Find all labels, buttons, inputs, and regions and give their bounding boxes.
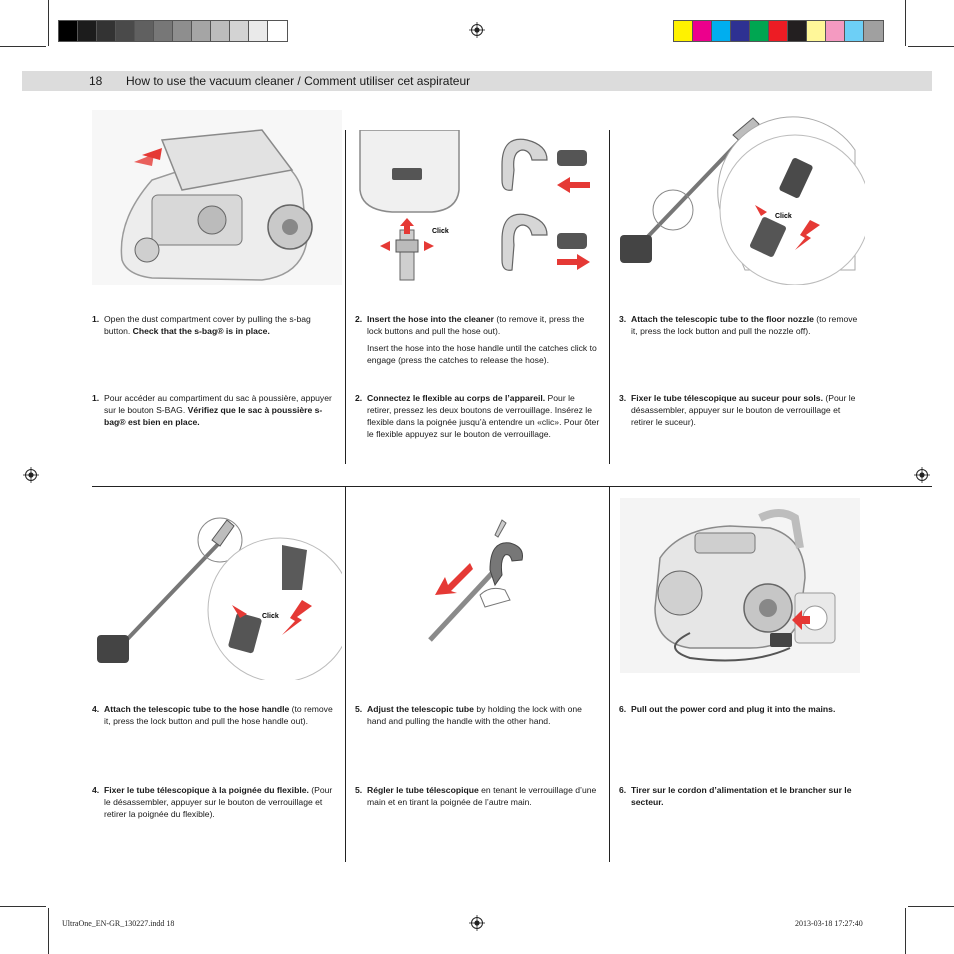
page-header xyxy=(22,71,932,91)
color-swatch xyxy=(769,21,788,41)
text-run: by holding the lock with one hand and pulling the handle with the other hand. xyxy=(367,704,582,726)
text-run: Pour le retirer, pressez les deux boutons de verrouillage. Insérez le flexible dans la poignée jusqu’à entendre un «clic». Pour ôter le flexible appuyez sur le bouton de verrouillage. xyxy=(367,393,600,439)
step-6-fr: 6. Tirer sur le cordon d’alimentation et le brancher sur le secteur. xyxy=(619,785,852,807)
page-number: 18 xyxy=(89,74,103,88)
text-run: (to remove it, press the lock buttons and pull the hose out). xyxy=(367,314,585,336)
step-1-fr: 1. Pour accéder au compartiment du sac à poussière, appuyer sur le bouton S-BAG. Vérifiez que le sac à poussière s-bag® est bien en place. xyxy=(92,393,332,427)
click-label: Click xyxy=(432,228,449,235)
grayscale-color-bar xyxy=(58,20,288,42)
color-swatch xyxy=(173,21,192,41)
illustration-adjust-telescopic-tube xyxy=(410,515,560,655)
bold-text-run: Tirer sur le cordon d’alimentation et le brancher sur le secteur. xyxy=(631,785,852,807)
crop-mark xyxy=(905,908,906,954)
registration-mark-icon xyxy=(23,467,39,483)
text-run: (to remove it, press the lock button and pull the hose handle out). xyxy=(104,704,333,726)
color-swatch xyxy=(192,21,211,41)
column-divider xyxy=(609,486,610,862)
column-divider xyxy=(609,130,610,464)
step-2-en: 2. Insert the hose into the cleaner (to remove it, press the lock buttons and pull the hose out). Insert the hose into the hose handle until the catches click to engage (press the catches to release the hose). xyxy=(355,314,597,365)
step-5-en: 5. Adjust the telescopic tube by holding the lock with one hand and pulling the handle with the other hand. xyxy=(355,704,582,726)
text-run: (Pour le désassembler, appuyer sur le bouton de verrouillage et retirer la poignée du flexible). xyxy=(104,785,333,819)
footer-file-info: UltraOne_EN-GR_130227.indd 18 xyxy=(62,919,175,928)
color-swatch xyxy=(78,21,97,41)
color-swatch xyxy=(750,21,769,41)
text-run: en tenant le verrouillage d’une main et en tirant la poignée de l’autre main. xyxy=(367,785,597,807)
color-swatch xyxy=(693,21,712,41)
color-swatch xyxy=(135,21,154,41)
crop-mark xyxy=(908,46,954,47)
step-1-en: 1. Open the dust compartment cover by pulling the s-bag button. Check that the s-bag® is in place. xyxy=(92,314,311,336)
illustration-insert-hose xyxy=(352,130,602,290)
color-swatch xyxy=(788,21,807,41)
process-color-bar xyxy=(673,20,884,42)
crop-mark xyxy=(0,46,46,47)
bold-text-run: Fixer le tube télescopique à la poignée du flexible. xyxy=(104,785,309,795)
registration-mark-icon xyxy=(469,22,485,38)
bold-text-run: Attach the telescopic tube to the floor nozzle xyxy=(631,314,814,324)
text-run: Open the dust compartment cover by pulling the s-bag button. xyxy=(104,314,311,336)
step-4-en: 4. Attach the telescopic tube to the hose handle (to remove it, press the lock button and pull the hose handle out). xyxy=(92,704,333,726)
color-swatch xyxy=(807,21,826,41)
step-6-en: 6. Pull out the power cord and plug it into the mains. xyxy=(619,704,836,714)
illustration-attach-floor-nozzle xyxy=(615,110,865,285)
registration-mark-icon xyxy=(914,467,930,483)
bold-text-run: Insert the hose into the cleaner xyxy=(367,314,495,324)
color-swatch xyxy=(116,21,135,41)
color-swatch xyxy=(154,21,173,41)
registration-mark-icon xyxy=(469,915,485,931)
color-swatch xyxy=(712,21,731,41)
color-swatch xyxy=(249,21,268,41)
illustration-plug-power-cord xyxy=(620,498,860,673)
bold-text-run: Connectez le flexible au corps de l’appareil. xyxy=(367,393,546,403)
step-2-fr: 2. Connectez le flexible au corps de l’appareil. Pour le retirer, pressez les deux boutons de verrouillage. Insérez le flexible dans la poignée jusqu’à entendre un «clic». Pour ôter le flexible appuyez sur le bouton de verrouillage. xyxy=(355,393,600,439)
color-swatch xyxy=(864,21,883,41)
color-swatch xyxy=(826,21,845,41)
footer-timestamp: 2013-03-18 17:27:40 xyxy=(795,919,863,928)
step-3-fr: 3. Fixer le tube télescopique au suceur pour sols. (Pour le désassembler, appuyer sur le bouton de verrouillage et retirer le suceur). xyxy=(619,393,856,427)
bold-text-run: Attach the telescopic tube to the hose handle xyxy=(104,704,290,714)
step-3-en: 3. Attach the telescopic tube to the floor nozzle (to remove it, press the lock button and pull the nozzle off). xyxy=(619,314,858,336)
text-run: Pour accéder au compartiment du sac à poussière, appuyer sur le bouton S-BAG. xyxy=(104,393,332,415)
color-swatch xyxy=(211,21,230,41)
click-label: Click xyxy=(262,613,279,620)
bold-text-run: Régler le tube télescopique xyxy=(367,785,479,795)
text-run: (to remove it, press the lock button and pull the nozzle off). xyxy=(631,314,858,336)
step-4-fr: 4. Fixer le tube télescopique à la poignée du flexible. (Pour le désassembler, appuyer sur le bouton de verrouillage et retirer la poignée du flexible). xyxy=(92,785,333,819)
illustration-attach-hose-handle xyxy=(92,510,342,680)
crop-mark xyxy=(905,0,906,46)
bold-text-run: Fixer le tube télescopique au suceur pour sols. xyxy=(631,393,823,403)
color-swatch xyxy=(230,21,249,41)
text-run: (Pour le désassembler, appuyer sur le bouton de verrouillage et retirer le suceur). xyxy=(631,393,856,427)
color-swatch xyxy=(97,21,116,41)
bold-text-run: Pull out the power cord and plug it into the mains. xyxy=(631,704,836,714)
text-run: Insert the hose into the hose handle until the catches click to engage (press the catches to release the hose). xyxy=(367,343,597,365)
crop-mark xyxy=(0,906,46,907)
color-swatch xyxy=(59,21,78,41)
crop-mark xyxy=(48,908,49,954)
step-5-fr: 5. Régler le tube télescopique en tenant le verrouillage d’une main et en tirant la poignée de l’autre main. xyxy=(355,785,597,807)
bold-text-run: Check that the s-bag® is in place. xyxy=(132,326,270,336)
illustration-open-dust-compartment xyxy=(92,110,342,285)
color-swatch xyxy=(268,21,287,41)
bold-text-run: Vérifiez que le sac à poussière s-bag® est bien en place. xyxy=(104,405,323,427)
click-label: Click xyxy=(775,213,792,220)
row-divider xyxy=(92,486,932,487)
page-title: How to use the vacuum cleaner / Comment utiliser cet aspirateur xyxy=(126,74,471,88)
color-swatch xyxy=(674,21,693,41)
crop-mark xyxy=(908,906,954,907)
color-swatch xyxy=(731,21,750,41)
column-divider xyxy=(345,130,346,464)
column-divider xyxy=(345,486,346,862)
bold-text-run: Adjust the telescopic tube xyxy=(367,704,474,714)
crop-mark xyxy=(48,0,49,46)
color-swatch xyxy=(845,21,864,41)
